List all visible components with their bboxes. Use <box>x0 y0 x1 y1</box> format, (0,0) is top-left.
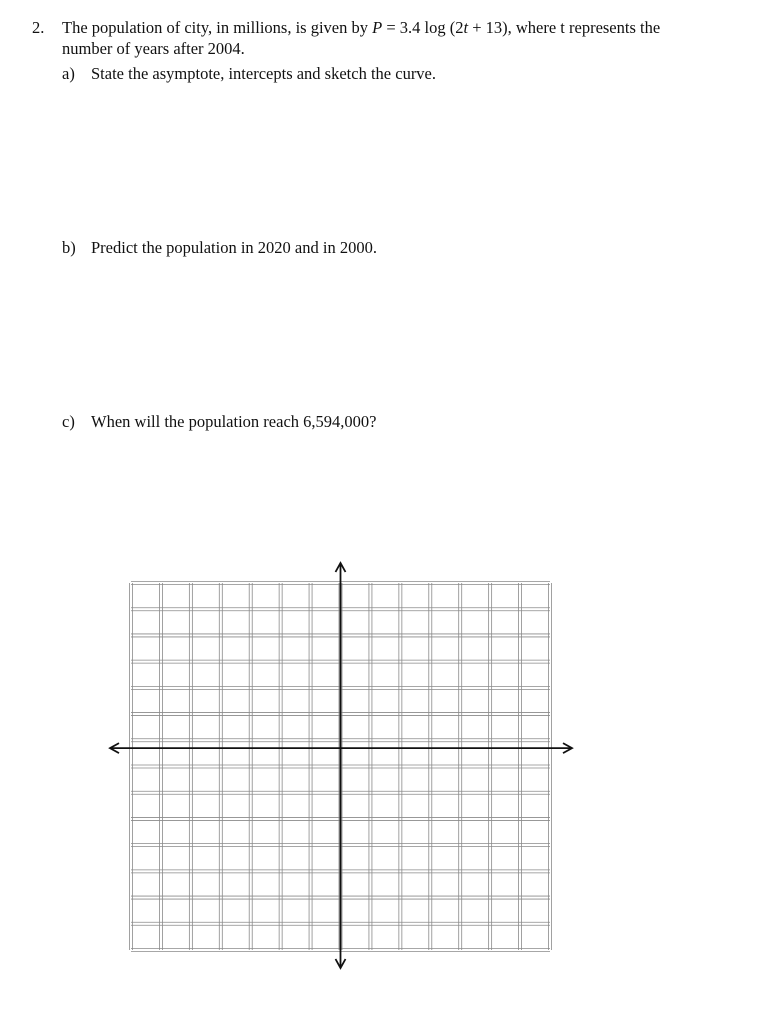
stem-text-pre: The population of city, in millions, is given by <box>62 18 373 37</box>
formula-variable-p: P <box>372 18 383 37</box>
part-a-text: State the asymptote, intercepts and sketch the curve. <box>91 64 437 83</box>
question-number: 2. <box>32 18 45 37</box>
formula-end: + 13), where t represents the <box>468 18 661 37</box>
part-b-text: Predict the population in 2020 and in 2000. <box>91 238 377 257</box>
formula-variable-t: t <box>463 18 469 37</box>
formula-equation: = 3.4 log (2 <box>382 18 464 37</box>
part-b-label: b) <box>62 238 76 257</box>
part-c-label: c) <box>62 412 75 431</box>
part-a-label: a) <box>62 64 75 83</box>
question-stem-line2: number of years after 2004. <box>62 39 245 58</box>
part-c-text: When will the population reach 6,594,000? <box>91 412 377 431</box>
